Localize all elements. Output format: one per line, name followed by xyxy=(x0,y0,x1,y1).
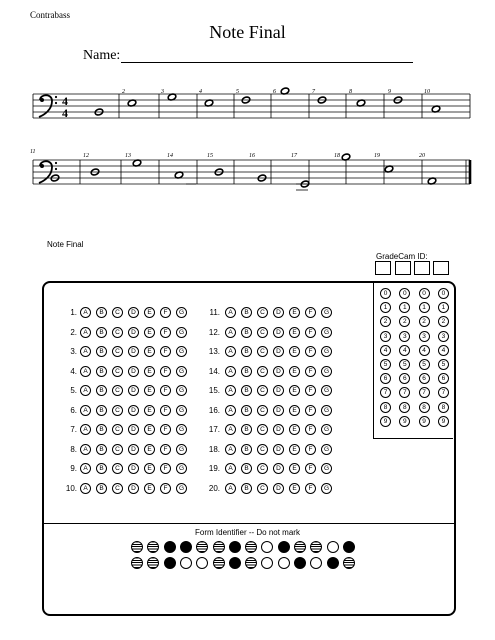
id-digit-bubble[interactable]: 2 xyxy=(380,316,391,327)
id-digit-bubble[interactable]: 2 xyxy=(399,316,410,327)
time-signature-bottom: 4 xyxy=(62,106,68,120)
answer-bubble-a[interactable]: A xyxy=(225,385,236,396)
id-digit-bubble[interactable]: 3 xyxy=(419,331,430,342)
question-number: 13. xyxy=(208,347,220,356)
answer-bubble-b[interactable]: B xyxy=(96,405,107,416)
answer-bubble-c[interactable]: C xyxy=(257,385,268,396)
form-identifier-mark xyxy=(294,541,306,553)
answer-bubble-f[interactable]: F xyxy=(160,424,171,435)
form-identifier-mark xyxy=(213,541,225,553)
answer-bubble-b[interactable]: B xyxy=(96,463,107,474)
answer-bubble-a[interactable]: A xyxy=(225,327,236,338)
answer-bubble-b[interactable]: B xyxy=(241,483,252,494)
answer-bubble-d[interactable]: D xyxy=(128,483,139,494)
answer-bubble-c[interactable]: C xyxy=(257,424,268,435)
id-digit-bubble[interactable]: 8 xyxy=(380,402,391,413)
answer-bubble-c[interactable]: C xyxy=(257,463,268,474)
answer-bubble-e[interactable]: E xyxy=(289,327,300,338)
answer-bubble-g[interactable]: G xyxy=(321,483,332,494)
id-digit-bubble[interactable]: 6 xyxy=(438,373,449,384)
form-identifier-mark xyxy=(213,557,225,569)
id-digit-bubble[interactable]: 8 xyxy=(419,402,430,413)
id-digit-bubble[interactable]: 7 xyxy=(419,387,430,398)
id-digit-bubble[interactable]: 1 xyxy=(438,302,449,313)
answer-bubble-b[interactable]: B xyxy=(241,327,252,338)
answer-bubble-g[interactable]: G xyxy=(321,463,332,474)
question-number: 15. xyxy=(208,386,220,395)
answer-bubble-e[interactable]: E xyxy=(144,444,155,455)
form-identifier-mark xyxy=(164,557,176,569)
answer-bubble-f[interactable]: F xyxy=(160,385,171,396)
id-digit-bubble[interactable]: 6 xyxy=(419,373,430,384)
answer-bubble-c[interactable]: C xyxy=(257,346,268,357)
gradecam-id-box[interactable] xyxy=(395,261,411,275)
page-title: Note Final xyxy=(209,22,286,42)
divider xyxy=(44,523,454,524)
answer-bubble-f[interactable]: F xyxy=(305,366,316,377)
measure-number: 16 xyxy=(249,153,255,159)
answer-bubble-a[interactable]: A xyxy=(80,327,91,338)
answer-bubble-d[interactable]: D xyxy=(128,463,139,474)
answer-bubble-e[interactable]: E xyxy=(289,307,300,318)
answer-bubble-c[interactable]: C xyxy=(112,463,123,474)
id-digit-bubble[interactable]: 7 xyxy=(399,387,410,398)
answer-bubble-a[interactable]: A xyxy=(80,366,91,377)
question-number: 12. xyxy=(208,327,220,337)
music-staff-2 xyxy=(0,0,495,200)
id-digit-bubble[interactable]: 2 xyxy=(419,316,430,327)
answer-bubble-f[interactable]: F xyxy=(305,307,316,318)
answer-bubble-d[interactable]: D xyxy=(273,405,284,416)
gradecam-id-box[interactable] xyxy=(375,261,391,275)
answer-bubble-e[interactable]: E xyxy=(144,366,155,377)
answer-bubble-a[interactable]: A xyxy=(225,444,236,455)
answer-bubble-d[interactable]: D xyxy=(128,327,139,338)
id-digit-bubble[interactable]: 9 xyxy=(380,416,391,427)
id-digit-bubble[interactable]: 0 xyxy=(399,288,410,299)
answer-bubble-a[interactable]: A xyxy=(225,346,236,357)
answer-bubble-c[interactable]: C xyxy=(257,483,268,494)
id-digit-bubble[interactable]: 9 xyxy=(438,416,449,427)
answer-bubble-a[interactable]: A xyxy=(80,463,91,474)
answer-bubble-f[interactable]: F xyxy=(305,444,316,455)
answer-bubble-a[interactable]: A xyxy=(225,366,236,377)
answer-bubble-a[interactable]: A xyxy=(80,405,91,416)
id-digit-bubble[interactable]: 5 xyxy=(380,359,391,370)
question-number: 16. xyxy=(208,405,220,415)
answer-bubble-g[interactable]: G xyxy=(176,483,187,494)
gradecam-id-box[interactable] xyxy=(414,261,430,275)
question-number: 5. xyxy=(70,386,77,395)
answer-bubble-c[interactable]: C xyxy=(257,444,268,455)
answer-bubble-b[interactable]: B xyxy=(96,483,107,494)
answer-bubble-c[interactable]: C xyxy=(257,366,268,377)
answer-bubble-b[interactable]: B xyxy=(241,424,252,435)
id-digit-bubble[interactable]: 1 xyxy=(380,302,391,313)
form-identifier-mark xyxy=(327,557,339,569)
id-digit-bubble[interactable]: 8 xyxy=(438,402,449,413)
answer-bubble-a[interactable]: A xyxy=(80,346,91,357)
answer-bubble-g[interactable]: G xyxy=(321,307,332,318)
answer-bubble-a[interactable]: A xyxy=(80,307,91,318)
answer-bubble-g[interactable]: G xyxy=(176,405,187,416)
answer-bubble-b[interactable]: B xyxy=(241,405,252,416)
question-number: 19. xyxy=(208,464,220,473)
answer-bubble-d[interactable]: D xyxy=(273,463,284,474)
answer-bubble-a[interactable]: A xyxy=(225,483,236,494)
answer-bubble-c[interactable]: C xyxy=(112,366,123,377)
measure-number: 9 xyxy=(388,89,391,95)
answer-bubble-f[interactable]: F xyxy=(305,424,316,435)
id-digit-bubble[interactable]: 9 xyxy=(399,416,410,427)
time-signature-top: 4 xyxy=(62,94,68,108)
measure-number: 7 xyxy=(312,89,315,95)
answer-bubble-b[interactable]: B xyxy=(96,424,107,435)
form-identifier-mark xyxy=(229,541,241,553)
answer-bubble-g[interactable]: G xyxy=(321,327,332,338)
answer-bubble-b[interactable]: B xyxy=(96,366,107,377)
answer-bubble-g[interactable]: G xyxy=(321,424,332,435)
id-digit-bubble[interactable]: 0 xyxy=(380,288,391,299)
answer-bubble-e[interactable]: E xyxy=(289,444,300,455)
answer-bubble-b[interactable]: B xyxy=(241,366,252,377)
answer-bubble-d[interactable]: D xyxy=(128,405,139,416)
question-number: 9. xyxy=(70,464,77,473)
id-digit-bubble[interactable]: 9 xyxy=(419,416,430,427)
id-digit-bubble[interactable]: 1 xyxy=(399,302,410,313)
answer-bubble-g[interactable]: G xyxy=(321,346,332,357)
answer-bubble-a[interactable]: A xyxy=(80,424,91,435)
answer-bubble-f[interactable]: F xyxy=(305,463,316,474)
answer-bubble-f[interactable]: F xyxy=(160,307,171,318)
question-number: 10. xyxy=(65,483,77,493)
answer-bubble-g[interactable]: G xyxy=(176,307,187,318)
form-identifier-mark xyxy=(180,557,192,569)
measure-number: 13 xyxy=(125,153,131,159)
measure-number: 5 xyxy=(236,89,239,95)
gradecam-id-box[interactable] xyxy=(433,261,449,275)
form-identifier-mark xyxy=(229,557,241,569)
answer-bubble-d[interactable]: D xyxy=(273,385,284,396)
answer-bubble-e[interactable]: E xyxy=(289,424,300,435)
measure-number: 11 xyxy=(30,149,36,155)
form-identifier-mark xyxy=(343,557,355,569)
form-identifier-mark xyxy=(164,541,176,553)
answer-bubble-b[interactable]: B xyxy=(96,327,107,338)
id-digit-bubble[interactable]: 4 xyxy=(380,345,391,356)
answer-bubble-c[interactable]: C xyxy=(112,405,123,416)
answer-bubble-d[interactable]: D xyxy=(273,327,284,338)
measure-number: 15 xyxy=(207,153,213,159)
measure-number: 19 xyxy=(374,153,380,159)
form-identifier-mark xyxy=(180,541,192,553)
answer-bubble-e[interactable]: E xyxy=(144,346,155,357)
measure-number: 4 xyxy=(199,89,202,95)
answer-bubble-c[interactable]: C xyxy=(112,307,123,318)
answer-bubble-a[interactable]: A xyxy=(225,424,236,435)
form-identifier-mark xyxy=(245,541,257,553)
answer-bubble-a[interactable]: A xyxy=(225,307,236,318)
form-identifier-mark xyxy=(278,557,290,569)
id-digit-bubble[interactable]: 5 xyxy=(438,359,449,370)
question-number: 1. xyxy=(70,308,77,317)
answer-bubble-a[interactable]: A xyxy=(225,463,236,474)
answer-bubble-e[interactable]: E xyxy=(289,463,300,474)
answer-bubble-g[interactable]: G xyxy=(176,366,187,377)
answer-bubble-a[interactable]: A xyxy=(80,444,91,455)
answer-bubble-a[interactable]: A xyxy=(80,483,91,494)
gradecam-id-label: GradeCam ID: xyxy=(376,252,428,261)
answer-bubble-g[interactable]: G xyxy=(321,444,332,455)
id-digit-bubble[interactable]: 4 xyxy=(419,345,430,356)
answer-bubble-d[interactable]: D xyxy=(273,483,284,494)
answer-bubble-b[interactable]: B xyxy=(96,444,107,455)
answer-bubble-g[interactable]: G xyxy=(176,385,187,396)
answer-bubble-e[interactable]: E xyxy=(289,346,300,357)
answer-bubble-g[interactable]: G xyxy=(321,385,332,396)
answer-bubble-b[interactable]: B xyxy=(241,444,252,455)
instrument-label: Contrabass xyxy=(30,10,70,20)
answer-bubble-e[interactable]: E xyxy=(289,483,300,494)
id-digit-bubble[interactable]: 7 xyxy=(380,387,391,398)
answer-bubble-e[interactable]: E xyxy=(144,405,155,416)
id-digit-bubble[interactable]: 0 xyxy=(419,288,430,299)
answer-bubble-c[interactable]: C xyxy=(112,385,123,396)
answer-bubble-f[interactable]: F xyxy=(305,346,316,357)
answer-bubble-b[interactable]: B xyxy=(241,463,252,474)
answer-bubble-f[interactable]: F xyxy=(305,483,316,494)
question-number: 14. xyxy=(208,366,220,376)
question-number: 4. xyxy=(70,366,77,376)
answer-bubble-g[interactable]: G xyxy=(176,463,187,474)
measure-number: 12 xyxy=(83,153,89,159)
answer-bubble-e[interactable]: E xyxy=(144,307,155,318)
answer-bubble-g[interactable]: G xyxy=(176,346,187,357)
answer-bubble-g[interactable]: G xyxy=(321,405,332,416)
measure-number: 6 xyxy=(273,89,276,95)
question-number: 8. xyxy=(70,444,77,454)
measure-number: 3 xyxy=(161,89,164,95)
question-number: 6. xyxy=(70,405,77,415)
id-digit-bubble[interactable]: 1 xyxy=(419,302,430,313)
measure-number: 18 xyxy=(334,153,340,159)
id-digit-bubble[interactable]: 5 xyxy=(399,359,410,370)
form-identifier-mark xyxy=(327,541,339,553)
question-number: 20. xyxy=(208,483,220,493)
answer-bubble-c[interactable]: C xyxy=(257,405,268,416)
answer-bubble-f[interactable]: F xyxy=(160,463,171,474)
id-digit-bubble[interactable]: 4 xyxy=(438,345,449,356)
answer-bubble-d[interactable]: D xyxy=(128,307,139,318)
answer-bubble-f[interactable]: F xyxy=(305,327,316,338)
answer-bubble-f[interactable]: F xyxy=(160,444,171,455)
answer-bubble-d[interactable]: D xyxy=(273,424,284,435)
id-digit-bubble[interactable]: 8 xyxy=(399,402,410,413)
answer-bubble-b[interactable]: B xyxy=(96,307,107,318)
section-label: Note Final xyxy=(47,240,84,249)
answer-bubble-c[interactable]: C xyxy=(112,327,123,338)
form-identifier-mark xyxy=(131,541,143,553)
id-digit-bubble[interactable]: 7 xyxy=(438,387,449,398)
answer-bubble-a[interactable]: A xyxy=(225,405,236,416)
answer-bubble-c[interactable]: C xyxy=(257,307,268,318)
answer-bubble-d[interactable]: D xyxy=(273,444,284,455)
answer-bubble-b[interactable]: B xyxy=(241,346,252,357)
answer-bubble-c[interactable]: C xyxy=(112,483,123,494)
form-identifier-mark xyxy=(294,557,306,569)
answer-bubble-d[interactable]: D xyxy=(128,444,139,455)
id-digit-bubble[interactable]: 3 xyxy=(399,331,410,342)
answer-bubble-c[interactable]: C xyxy=(112,346,123,357)
question-number: 2. xyxy=(70,327,77,337)
id-digit-bubble[interactable]: 6 xyxy=(380,373,391,384)
question-number: 3. xyxy=(70,347,77,356)
form-identifier-mark xyxy=(131,557,143,569)
answer-bubble-f[interactable]: F xyxy=(160,346,171,357)
answer-bubble-d[interactable]: D xyxy=(273,346,284,357)
answer-bubble-f[interactable]: F xyxy=(160,483,171,494)
form-identifier-label: Form Identifier -- Do not mark xyxy=(195,528,300,537)
id-digit-bubble[interactable]: 5 xyxy=(419,359,430,370)
answer-bubble-f[interactable]: F xyxy=(160,405,171,416)
answer-bubble-e[interactable]: E xyxy=(144,424,155,435)
answer-bubble-a[interactable]: A xyxy=(80,385,91,396)
measure-number: 20 xyxy=(419,153,425,159)
id-digit-bubble[interactable]: 3 xyxy=(438,331,449,342)
id-digit-bubble[interactable]: 6 xyxy=(399,373,410,384)
answer-bubble-c[interactable]: C xyxy=(257,327,268,338)
answer-bubble-b[interactable]: B xyxy=(96,385,107,396)
id-digit-bubble[interactable]: 4 xyxy=(399,345,410,356)
answer-bubble-b[interactable]: B xyxy=(241,307,252,318)
answer-bubble-f[interactable]: F xyxy=(160,327,171,338)
form-identifier-mark xyxy=(278,541,290,553)
answer-bubble-e[interactable]: E xyxy=(289,385,300,396)
answer-bubble-g[interactable]: G xyxy=(176,444,187,455)
answer-bubble-g[interactable]: G xyxy=(176,327,187,338)
answer-bubble-d[interactable]: D xyxy=(128,385,139,396)
answer-bubble-d[interactable]: D xyxy=(128,366,139,377)
answer-bubble-g[interactable]: G xyxy=(176,424,187,435)
measure-number: 14 xyxy=(167,153,173,159)
answer-bubble-b[interactable]: B xyxy=(241,385,252,396)
measure-number: 17 xyxy=(291,153,297,159)
question-number: 17. xyxy=(208,425,220,434)
name-label: Name: xyxy=(83,48,121,63)
question-number: 18. xyxy=(208,444,220,454)
measure-number: 8 xyxy=(349,89,352,95)
answer-bubble-g[interactable]: G xyxy=(321,366,332,377)
question-number: 7. xyxy=(70,425,77,434)
measure-number: 2 xyxy=(122,89,125,95)
form-identifier-mark xyxy=(343,541,355,553)
answer-bubble-e[interactable]: E xyxy=(144,463,155,474)
answer-bubble-e[interactable]: E xyxy=(144,327,155,338)
answer-bubble-c[interactable]: C xyxy=(112,424,123,435)
measure-number: 10 xyxy=(424,89,430,95)
answer-bubble-f[interactable]: F xyxy=(160,366,171,377)
answer-bubble-b[interactable]: B xyxy=(96,346,107,357)
answer-bubble-e[interactable]: E xyxy=(144,483,155,494)
answer-bubble-e[interactable]: E xyxy=(144,385,155,396)
answer-bubble-c[interactable]: C xyxy=(112,444,123,455)
answer-bubble-e[interactable]: E xyxy=(289,405,300,416)
form-identifier-mark xyxy=(245,557,257,569)
id-digit-bubble[interactable]: 0 xyxy=(438,288,449,299)
id-digit-bubble[interactable]: 3 xyxy=(380,331,391,342)
question-number: 11. xyxy=(209,308,220,317)
answer-bubble-d[interactable]: D xyxy=(128,346,139,357)
answer-bubble-e[interactable]: E xyxy=(289,366,300,377)
id-digit-bubble[interactable]: 2 xyxy=(438,316,449,327)
answer-bubble-f[interactable]: F xyxy=(305,385,316,396)
answer-bubble-d[interactable]: D xyxy=(273,366,284,377)
answer-bubble-d[interactable]: D xyxy=(273,307,284,318)
answer-bubble-d[interactable]: D xyxy=(128,424,139,435)
answer-bubble-f[interactable]: F xyxy=(305,405,316,416)
